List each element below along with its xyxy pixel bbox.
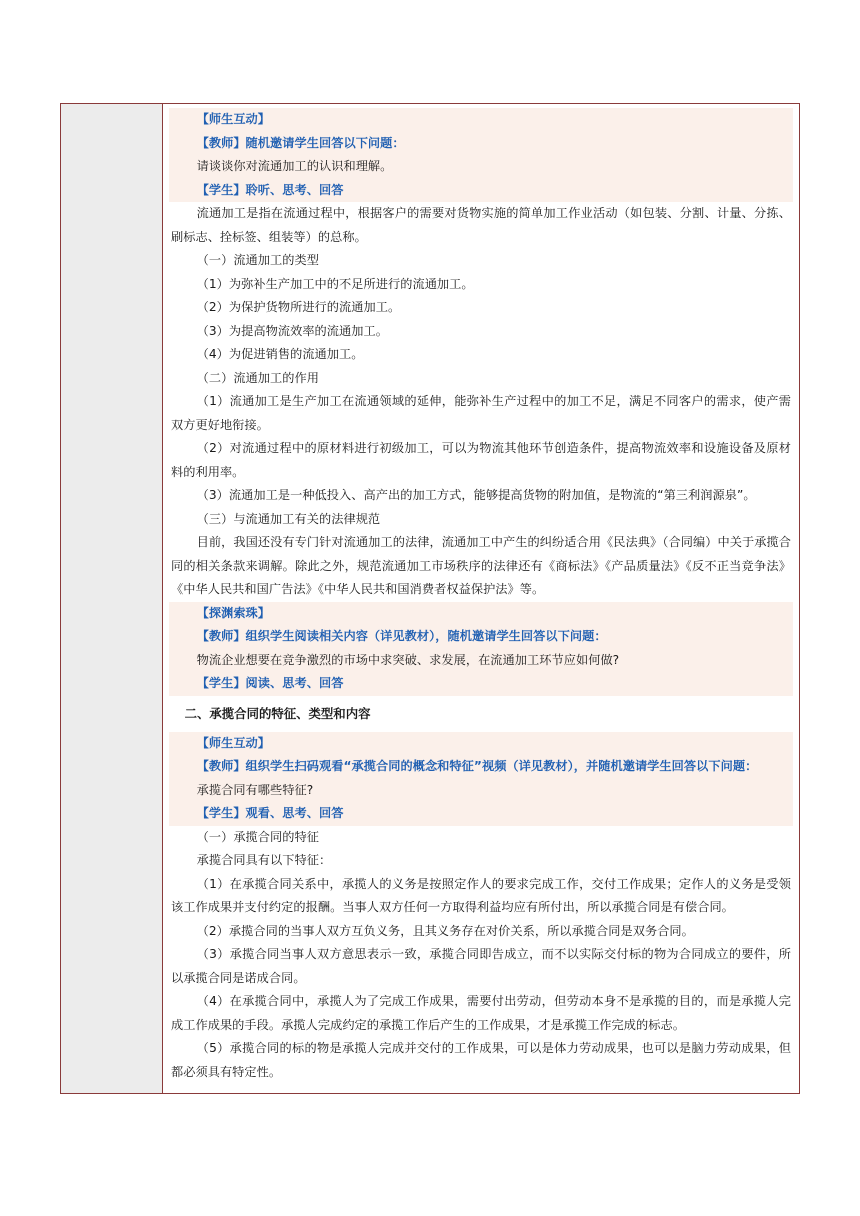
list-item: （4）为促进销售的流通加工。	[196, 347, 364, 361]
content-column	[163, 104, 799, 1093]
interaction-box-1	[169, 108, 793, 202]
student-activity: 【学生】观看、思考、回答	[196, 806, 344, 820]
section-tag: 【师生互动】	[196, 112, 271, 126]
list-item: （3）承揽合同当事人双方意思表示一致，承揽合同即告成立，而不以实际交付标的物为合同成立的要件，所以承揽合同是诺成合同。	[171, 947, 791, 985]
list-item: （3）为提高物流效率的流通加工。	[196, 323, 388, 338]
list-item: （3）流通加工是一种低投入、高产出的加工方式，能够提高货物的附加值，是物流的“第三利润源泉”。	[196, 488, 756, 502]
list-item: （1）为弥补生产加工中的不足所进行的流通加工。	[196, 276, 474, 291]
student-activity: 【学生】阅读、思考、回答	[196, 676, 344, 690]
list-item: （2）承揽合同的当事人双方互负义务，且其义务存在对价关系，所以承揽合同是双务合同。	[196, 923, 694, 938]
subheading-functions: （二）流通加工的作用	[196, 370, 319, 385]
list-item: （5）承揽合同的标的物是承揽人完成并交付的工作成果，可以是体力劳动成果，也可以是脑力劳动成果，但都必须具有特定性。	[171, 1041, 791, 1079]
list-item: （1）在承揽合同关系中，承揽人的义务是按照定作人的要求完成工作，交付工作成果；定作人的义务是受领该工作成果并支付约定的报酬。当事人双方任何一方取得利益均应有所付出，所以承揽合同是有偿合同。	[171, 876, 791, 914]
question: 物流企业想要在竞争激烈的市场中求突破、求发展，在流通加工环节应如何做?	[196, 652, 620, 667]
left-column	[61, 104, 163, 1093]
question: 承揽合同有哪些特征?	[196, 782, 314, 797]
subheading-laws: （三）与流通加工有关的法律规范	[196, 511, 381, 526]
teacher-prompt: 【教师】组织学生扫码观看“承揽合同的概念和特征”视频（详见教材），并随机邀请学生回答以下问题：	[196, 759, 758, 773]
teacher-prompt: 【教师】组织学生阅读相关内容（详见教材），随机邀请学生回答以下问题：	[196, 629, 607, 643]
list-item: （4）在承揽合同中，承揽人为了完成工作成果，需要付出劳动，但劳动本身不是承揽的目的，而是承揽人完成工作成果的手段。承揽人完成约定的承揽工作后产生的工作成果，才是承揽工作完成的标志。	[171, 994, 791, 1032]
definition-paragraph: 流通加工是指在流通过程中，根据客户的需要对货物实施的简单加工作业活动（如包装、分割、计量、分拣、刷标志、拴标签、组装等）的总称。	[171, 206, 791, 244]
laws-paragraph: 目前，我国还没有专门针对流通加工的法律，流通加工中产生的纠纷适合用《民法典》（合同编）中关于承揽合同的相关条款来调解。除此之外，规范流通加工市场秩序的法律还有《商标法》《产品质量法》《反不正当竞争法》《中华人民共和国广告法》《中华人民共和国消费者权益保护法》等。	[171, 535, 791, 596]
list-item: （1）流通加工是生产加工在流通领域的延伸，能弥补生产过程中的加工不足，满足不同客户的需求，使产需双方更好地衔接。	[171, 394, 791, 432]
teacher-prompt: 【教师】随机邀请学生回答以下问题：	[196, 135, 405, 150]
section-heading: 二、承揽合同的特征、类型和内容	[184, 705, 371, 721]
student-activity: 【学生】聆听、思考、回答	[196, 182, 344, 197]
subheading-types: （一）流通加工的类型	[196, 253, 319, 267]
interaction-box-3	[169, 732, 793, 826]
question: 请谈谈你对流通加工的认识和理解。	[196, 159, 393, 173]
section-tag: 【师生互动】	[196, 735, 271, 750]
subheading-features: （一）承揽合同的特征	[196, 829, 319, 844]
lesson-table	[60, 103, 800, 1094]
list-item: （2）为保护货物所进行的流通加工。	[196, 300, 401, 314]
interaction-box-2	[169, 602, 793, 696]
section-tag: 【探渊索珠】	[196, 605, 271, 620]
list-item: （2）对流通过程中的原材料进行初级加工，可以为物流其他环节创造条件，提高物流效率和设施设备及原材料的利用率。	[171, 441, 791, 479]
features-intro: 承揽合同具有以下特征：	[196, 853, 332, 867]
